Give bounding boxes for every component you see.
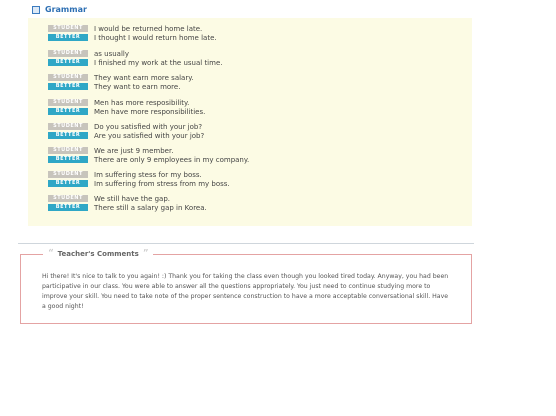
student-tag: STUDENT	[48, 123, 88, 130]
correction-pair	[48, 24, 217, 42]
section-divider	[18, 243, 474, 244]
student-tag: STUDENT	[48, 25, 88, 32]
better-tag: BETTER	[48, 34, 88, 41]
correction-pair	[48, 146, 249, 164]
better-sentence: There still a salary gap in Korea.	[94, 203, 207, 212]
better-tag: BETTER	[48, 59, 88, 66]
student-tag: STUDENT	[48, 195, 88, 202]
comments-text: Hi there! It's nice to talk to you again! :) Thank you for taking the class even though you looked tired today. Anyway, you had been participative in our class. You were able to answer all the questions appropriately. You just need to continue studying more to improve your skill. You need to take note of the proper sentence construction to have a more acceptable conversational skill. Have a good night!	[42, 273, 449, 310]
correction-pair	[48, 73, 194, 91]
correction-pair	[48, 170, 230, 188]
student-sentence: Men has more resposibility.	[94, 98, 190, 107]
grammar-icon	[32, 6, 40, 14]
close-quote-icon: ”	[142, 247, 149, 260]
student-tag: STUDENT	[48, 147, 88, 154]
better-sentence: Men have more responsibilities.	[94, 107, 206, 116]
better-tag: BETTER	[48, 83, 88, 90]
better-tag: BETTER	[48, 204, 88, 211]
student-sentence: as usually	[94, 49, 130, 58]
student-sentence: I would be returned home late.	[94, 24, 203, 33]
comments-header	[43, 249, 153, 259]
correction-pair	[48, 122, 204, 140]
better-sentence: There are only 9 employees in my company.	[94, 155, 250, 164]
comments-title: Teacher's Comments	[57, 250, 139, 258]
better-sentence: I thought I would return home late.	[94, 33, 217, 42]
correction-pair	[48, 98, 205, 116]
correction-pair	[48, 194, 207, 212]
better-sentence: Im suffering from stress from my boss.	[94, 179, 230, 188]
student-tag: STUDENT	[48, 50, 88, 57]
better-tag: BETTER	[48, 108, 88, 115]
student-tag: STUDENT	[48, 99, 88, 106]
better-sentence: They want to earn more.	[94, 82, 181, 91]
student-sentence: Do you satisfied with your job?	[94, 122, 203, 131]
grammar-corrections-panel	[28, 18, 472, 226]
grammar-header	[32, 5, 87, 14]
grammar-title: Grammar	[45, 5, 87, 14]
better-tag: BETTER	[48, 180, 88, 187]
student-sentence: We are just 9 member.	[94, 146, 174, 155]
better-tag: BETTER	[48, 132, 88, 139]
open-quote-icon: “	[48, 247, 54, 260]
student-sentence: Im suffering stess for my boss.	[94, 170, 202, 179]
correction-pair	[48, 49, 222, 67]
student-tag: STUDENT	[48, 171, 88, 178]
teacher-comments-panel	[20, 247, 472, 324]
student-tag: STUDENT	[48, 74, 88, 81]
better-sentence: Are you satisfied with your job?	[94, 131, 205, 140]
better-tag: BETTER	[48, 156, 88, 163]
better-sentence: I finished my work at the usual time.	[94, 58, 223, 67]
student-sentence: They want earn more salary.	[94, 73, 194, 82]
student-sentence: We still have the gap.	[94, 194, 171, 203]
